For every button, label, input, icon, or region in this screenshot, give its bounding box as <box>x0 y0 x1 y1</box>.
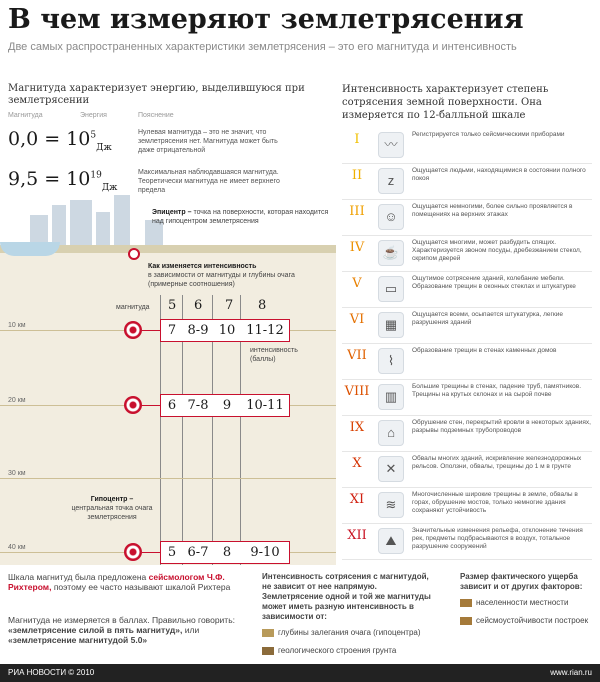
depth-swatch-icon <box>262 629 274 637</box>
damage-item <box>460 598 595 608</box>
page-title: В чем измеряют землетрясения <box>8 4 524 35</box>
intensity-numeral: X <box>352 456 362 471</box>
intensity-row <box>342 308 592 344</box>
intensity-row <box>342 452 592 488</box>
ground-swatch-icon <box>262 647 274 655</box>
intensity-cell: 9-10 <box>250 545 280 560</box>
magnitude-intro: Магнитуда характеризует энергию, выделившуюся при землетрясении <box>8 83 305 106</box>
intensity-row <box>342 380 592 416</box>
depth-label-30: 30 км <box>8 470 26 477</box>
intensity-description: Ощущается людьми, находящимися в состоянии полного покоя <box>412 167 586 182</box>
intensity-cell: 8 <box>222 545 232 560</box>
focus-connector <box>142 330 160 331</box>
factor-label: геологического строения грунта <box>278 646 397 655</box>
building <box>114 195 130 247</box>
intensity-numeral: VII <box>347 348 367 363</box>
change-desc: в зависимости от магнитуды и глубины очага (примерные соотношения) <box>148 272 295 288</box>
intensity-row <box>342 128 592 164</box>
intensity-numeral: XII <box>347 528 367 543</box>
magnitude-usage-note <box>8 615 258 645</box>
intensity-description: Ощутимое сотрясение зданий, колебание мебели. Образование трещин в оконных стеклах и штукатурке <box>412 275 576 290</box>
depth-label-40: 40 км <box>8 544 26 551</box>
intensity-factors-text: Интенсивность сотрясения с магнитудой, не зависит от нее напрямую. Землетрясение одной и той же магнитуды может иметь разную интенсивность в зависимости от: <box>262 572 431 621</box>
magnitude-7: 7 <box>225 298 234 313</box>
intensity-description: Обрушение стен, перекрытий кровли в некоторых зданиях, разрывы подземных трубопроводов <box>412 419 591 434</box>
intensity-description: Регистрируется только сейсмическими приборами <box>412 131 565 138</box>
intensity-row <box>342 344 592 380</box>
magnitude-6: 6 <box>194 298 203 313</box>
damage-label: населенности местности <box>476 598 569 607</box>
depth-label-10: 10 км <box>8 322 26 329</box>
footer-copyright: РИА НОВОСТИ © 2010 <box>8 668 95 677</box>
hypocenter-title: Гипоцентр – <box>90 496 134 503</box>
intensity-axis-label: интенсивность (баллы) <box>250 347 298 363</box>
intensity-description: Ощущается немногими, более сильно проявляется в помещениях на верхних этажах <box>412 203 573 218</box>
col-header-energy: Энергия <box>80 112 107 119</box>
intensity-numeral: XI <box>349 492 365 507</box>
intensity-description: Обвалы многих зданий, искривление железнодорожных рельсов. Оползни, обвалы, трещины до 1 м в грунте <box>412 455 582 470</box>
intensity-numeral: IX <box>349 420 365 435</box>
hypocenter-desc: центральная точка очага землетрясения <box>71 505 153 521</box>
seismograph-icon: 〰 <box>378 132 404 158</box>
intensity-numeral: VI <box>349 312 365 327</box>
dishes-icon: ☕ <box>378 240 404 266</box>
intensity-numeral: I <box>354 132 360 147</box>
intensity-numeral: V <box>352 276 362 291</box>
intensity-description: Ощущается всеми, осыпается штукатурка, легкие разрушения зданий <box>412 311 563 326</box>
ruins-icon: ✕ <box>378 456 404 482</box>
fissure-icon: ≋ <box>378 492 404 518</box>
intensity-intro: Интенсивность характеризует степень сотрясения земной поверхности. Она измеряется по 12-балльной шкале <box>342 84 549 121</box>
eq2-note: Максимальная наблюдавшаяся магнитуда. Теоретически магнитуда не имеет верхнего предела <box>138 169 280 194</box>
intensity-numeral: II <box>351 168 363 183</box>
intensity-numeral: IV <box>349 240 365 255</box>
landscape-change-icon: ⛰ <box>378 528 404 554</box>
hypocenter-40km <box>124 543 142 561</box>
eq2-base: 10 <box>66 168 91 190</box>
intensity-row <box>342 164 592 200</box>
richter-note-text: Шкала магнитуд была предложена <box>8 572 147 582</box>
magnitude-5: 5 <box>168 298 177 313</box>
wall-icon: ▦ <box>378 312 404 338</box>
intensity-row <box>342 488 592 524</box>
damage-item <box>460 616 595 626</box>
footer <box>0 664 600 682</box>
roof-collapse-icon: ⌂ <box>378 420 404 446</box>
intensity-row <box>342 272 592 308</box>
usage-example: «землетрясение магнитудой 5.0» <box>8 635 148 645</box>
intensity-row-10km <box>160 319 290 342</box>
epicenter-label <box>152 208 332 226</box>
eq2-unit: Дж <box>101 182 118 193</box>
col-header-explanation: Пояснение <box>138 112 174 119</box>
intensity-cell: 6 <box>167 398 177 413</box>
intensity-numeral: III <box>349 204 365 219</box>
hypocenter-10km <box>124 321 142 339</box>
equation-min: $0,0 = 10^5_{Дж}$ <box>8 128 112 153</box>
building <box>70 200 92 247</box>
intensity-row <box>342 524 592 560</box>
intensity-description: Большие трещины в стенах, падение труб, памятников. Трещины на крутых склонах и на сырой почве <box>412 383 582 398</box>
intensity-description: Значительные изменения рельефа, отклонение течения рек, предметы подбрасываются в воздух, тотальное разрушение сооружений <box>412 527 583 550</box>
usage-text: Магнитуда не измеряется в баллах. Правильно говорить: <box>8 615 235 625</box>
focus-connector <box>142 405 160 406</box>
eq1-note: Нулевая магнитуда – это не значит, что землетрясения нет. Магнитуда может быть даже отрицательной <box>138 129 278 154</box>
person-icon: ☺ <box>378 204 404 230</box>
building <box>96 212 110 247</box>
change-label <box>148 262 333 289</box>
intensity-cell: 8-9 <box>187 323 209 338</box>
usage-text: или <box>184 625 200 635</box>
building-icon <box>460 617 472 625</box>
intensity-numeral: VIII <box>344 384 370 399</box>
footer-link[interactable]: www.rian.ru <box>550 668 592 677</box>
hypocenter-label <box>62 495 162 522</box>
picture-icon: ▭ <box>378 276 404 302</box>
usage-example: «землетрясение силой в пять магнитуд», <box>8 625 183 635</box>
eq1-base: 10 <box>66 128 91 150</box>
factor-item <box>262 628 432 638</box>
intensity-cell: 9 <box>222 398 232 413</box>
damage-label: сейсмоустойчивости построек <box>476 616 589 625</box>
epicenter-marker <box>128 248 140 260</box>
intensity-cell: 10 <box>218 323 236 338</box>
water <box>0 242 60 256</box>
change-title: Как изменяется интенсивность <box>148 263 257 270</box>
hypocenter-20km <box>124 396 142 414</box>
intensity-description: Многочисленные широкие трещины в земле, обвалы в горах, обрушение мостов, только немногие здания сохраняют устойчивость <box>412 491 578 514</box>
page-subtitle: Две самых распространенных характеристики землетрясения – это его магнитуда и интенсивность <box>8 41 517 53</box>
intensity-factors <box>262 572 432 656</box>
eq1-unit: Дж <box>96 142 112 153</box>
intensity-row <box>342 416 592 452</box>
intensity-cell: 7-8 <box>187 398 209 413</box>
building-crack-icon: ▥ <box>378 384 404 410</box>
richter-note-text: поэтому ее часто называют шкалой Рихтера <box>53 582 231 592</box>
intensity-cell: 6-7 <box>187 545 209 560</box>
eq2-lhs: 9,5 <box>8 168 39 190</box>
intensity-cell: 7 <box>167 323 177 338</box>
factor-item <box>262 646 432 656</box>
intensity-row <box>342 200 592 236</box>
epicenter-desc: точка на поверхности, которая находится над гипоцентром землетрясения <box>152 209 329 225</box>
building <box>52 205 66 247</box>
intensity-description: Ощущается многими, может разбудить спящих. Характеризуется звоном посуды, дребезжанием стекол, скрипом дверей <box>412 239 582 262</box>
richter-note <box>8 572 258 592</box>
intensity-row-40km <box>160 541 290 564</box>
eq2-exp: 19 <box>90 170 102 181</box>
intensity-cell: 5 <box>167 545 177 560</box>
magnitude-8: 8 <box>258 298 267 313</box>
intensity-description: Образование трещин в стенах каменных домов <box>412 347 557 354</box>
crack-icon: ⌇ <box>378 348 404 374</box>
factor-label: глубины залегания очага (гипоцентра) <box>278 628 421 637</box>
epicenter-title: Эпицентр – <box>152 209 192 216</box>
depth-line-30 <box>0 478 336 479</box>
magnitude-axis-label: магнитуда <box>116 304 150 311</box>
eq1-lhs: 0,0 <box>8 128 39 150</box>
intensity-cell: 10-11 <box>246 398 284 413</box>
population-icon <box>460 599 472 607</box>
intensity-row-20km <box>160 394 290 417</box>
intensity-row <box>342 236 592 272</box>
col-header-magnitude: Магнитуда <box>8 112 43 119</box>
damage-factors <box>460 572 595 626</box>
sleep-icon: z <box>378 168 404 194</box>
damage-factors-text: Размер фактического ущерба зависит и от других факторов: <box>460 572 583 591</box>
richter-name: сейсмологом Ч.Ф. Рихтером, <box>8 572 225 592</box>
focus-connector <box>142 552 160 553</box>
eq1-exp: 5 <box>90 130 97 141</box>
depth-label-20: 20 км <box>8 397 26 404</box>
equation-max: $9,5 = 10^{19}_{Дж}$ <box>8 168 118 193</box>
intensity-cell: 11-12 <box>246 323 284 338</box>
